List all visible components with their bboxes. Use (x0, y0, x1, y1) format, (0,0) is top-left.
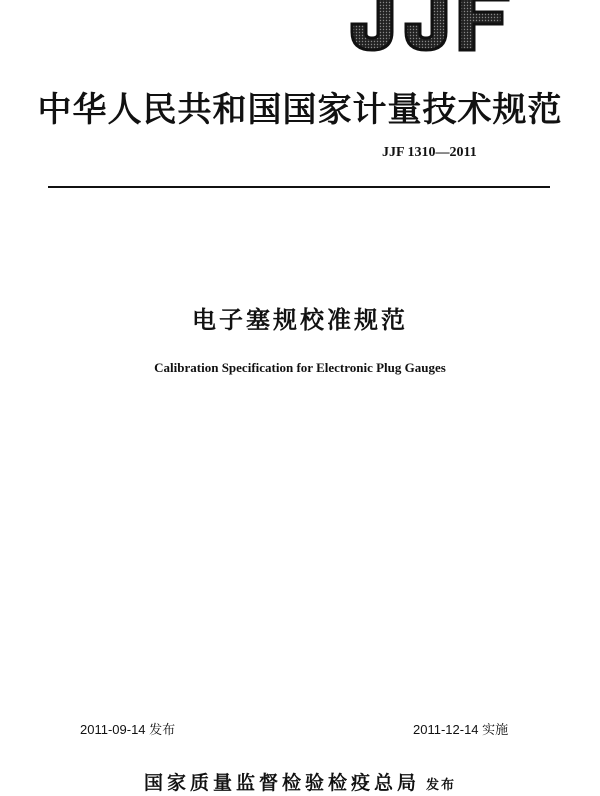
document-title-chinese: 电子塞规校准规范 (192, 306, 408, 334)
issuer-line (0, 768, 600, 795)
issue-date: 2011-09-14 发布 (80, 722, 176, 737)
header-divider (48, 186, 550, 188)
document-title-english: Calibration Specification for Electronic Plug Gauges (154, 360, 446, 375)
jjf-logo (346, 0, 512, 52)
standard-series-title: 中华人民共和国国家计量技术规范 (37, 90, 563, 130)
standard-number: JJF 1310—2011 (382, 145, 477, 160)
issuer-suffix: 发布 (426, 778, 457, 793)
implementation-date: 2011-12-14 实施 (413, 722, 509, 737)
issuer-name: 国家质量监督检验检疫总局 (143, 772, 420, 794)
